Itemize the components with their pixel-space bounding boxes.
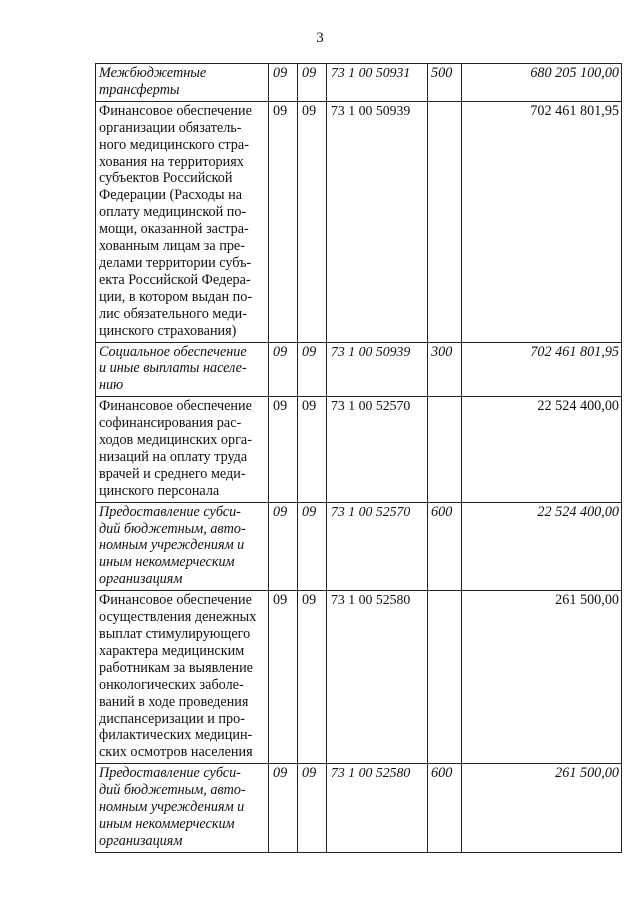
table-row bbox=[96, 591, 622, 764]
item-name-line: Финансовое обеспечение bbox=[99, 592, 252, 609]
page-number: 3 bbox=[316, 30, 324, 46]
target-article-cell: 73 1 00 52570 bbox=[327, 502, 428, 591]
target-article-cell: 73 1 00 52580 bbox=[327, 764, 428, 853]
item-name-line: низаций на оплату труда bbox=[99, 448, 248, 465]
amount-cell: 22 524 400,00 bbox=[462, 502, 622, 591]
expense-type-cell bbox=[428, 591, 462, 764]
item-name-line: номным учреждениям и bbox=[99, 537, 245, 554]
expense-type-cell: 600 bbox=[428, 502, 462, 591]
item-name-cell bbox=[96, 342, 269, 397]
item-name-line: осуществления денежных bbox=[99, 609, 257, 626]
item-name-line: иным некоммерческим bbox=[99, 554, 235, 571]
item-name-line: организациям bbox=[99, 571, 183, 588]
expense-type-cell: 600 bbox=[428, 764, 462, 853]
item-name-line: Социальное обеспечение bbox=[99, 343, 247, 360]
amount-cell: 261 500,00 bbox=[462, 764, 622, 853]
amount-cell: 702 461 801,95 bbox=[462, 342, 622, 397]
section-code-cell: 09 bbox=[269, 397, 298, 502]
amount-cell: 261 500,00 bbox=[462, 591, 622, 764]
subsection-code-cell: 09 bbox=[298, 342, 327, 397]
item-name-line: работникам за выявление bbox=[99, 659, 253, 676]
item-name-line: и иные выплаты населе- bbox=[99, 360, 247, 377]
table-row bbox=[96, 64, 622, 102]
amount-cell: 702 461 801,95 bbox=[462, 101, 622, 342]
item-name-line: дий бюджетным, авто- bbox=[99, 782, 246, 799]
subsection-code-cell: 09 bbox=[298, 764, 327, 853]
item-name-cell bbox=[96, 101, 269, 342]
item-name-line: ваний в ходе проведения bbox=[99, 693, 249, 710]
section-code-cell: 09 bbox=[269, 101, 298, 342]
table-row bbox=[96, 397, 622, 502]
budget-table bbox=[95, 63, 622, 853]
item-name-line: филактических медицин- bbox=[99, 727, 253, 744]
item-name-line: диспансеризации и про- bbox=[99, 710, 245, 727]
item-name-line: Предоставление субси- bbox=[99, 503, 241, 520]
item-name-cell bbox=[96, 64, 269, 102]
expense-type-cell: 500 bbox=[428, 64, 462, 102]
section-code-cell: 09 bbox=[269, 502, 298, 591]
item-name-line: делами территории субъ- bbox=[99, 254, 252, 271]
item-name-line: ции, в котором выдан по- bbox=[99, 288, 253, 305]
item-name-line: организации обязатель- bbox=[99, 119, 242, 136]
item-name-line: екта Российской Федера- bbox=[99, 271, 251, 288]
item-name-line: характера медицинским bbox=[99, 642, 245, 659]
item-name-line: ских осмотров населения bbox=[99, 744, 253, 761]
item-name-line: нию bbox=[99, 377, 124, 394]
item-name-line: онкологических заболе- bbox=[99, 676, 244, 693]
item-name-line: врачей и среднего меди- bbox=[99, 465, 246, 482]
item-name-line: хования на территориях bbox=[99, 153, 244, 170]
section-code-cell: 09 bbox=[269, 342, 298, 397]
table-row bbox=[96, 502, 622, 591]
item-name-line: Финансовое обеспечение bbox=[99, 398, 252, 415]
item-name-line: субъектов Российской bbox=[99, 170, 233, 187]
item-name-line: ного медицинского стра- bbox=[99, 136, 249, 153]
item-name-cell bbox=[96, 502, 269, 591]
item-name-cell bbox=[96, 591, 269, 764]
item-name-line: Предоставление субси- bbox=[99, 765, 241, 782]
item-name-line: цинского персонала bbox=[99, 482, 220, 499]
subsection-code-cell: 09 bbox=[298, 101, 327, 342]
item-name-cell bbox=[96, 397, 269, 502]
target-article-cell: 73 1 00 50931 bbox=[327, 64, 428, 102]
subsection-code-cell: 09 bbox=[298, 64, 327, 102]
subsection-code-cell: 09 bbox=[298, 397, 327, 502]
item-name-line: номным учреждениям и bbox=[99, 799, 245, 816]
budget-table-body bbox=[96, 64, 622, 853]
item-name-line: софинансирования рас- bbox=[99, 415, 242, 432]
subsection-code-cell: 09 bbox=[298, 591, 327, 764]
table-row bbox=[96, 764, 622, 853]
item-name-line: мощи, оказанной застра- bbox=[99, 221, 249, 238]
item-name-line: Финансовое обеспечение bbox=[99, 102, 252, 119]
item-name-line: цинского страхования) bbox=[99, 322, 237, 339]
expense-type-cell: 300 bbox=[428, 342, 462, 397]
item-name-line: дий бюджетным, авто- bbox=[99, 520, 246, 537]
item-name-line: лис обязательного меди- bbox=[99, 305, 247, 322]
amount-cell: 680 205 100,00 bbox=[462, 64, 622, 102]
expense-type-cell bbox=[428, 397, 462, 502]
item-name-line: иным некоммерческим bbox=[99, 815, 235, 832]
subsection-code-cell: 09 bbox=[298, 502, 327, 591]
item-name-line: трансферты bbox=[99, 81, 180, 98]
expense-type-cell bbox=[428, 101, 462, 342]
item-name-line: ходов медицинских орга- bbox=[99, 432, 252, 449]
target-article-cell: 73 1 00 52580 bbox=[327, 591, 428, 764]
amount-cell: 22 524 400,00 bbox=[462, 397, 622, 502]
target-article-cell: 73 1 00 52570 bbox=[327, 397, 428, 502]
section-code-cell: 09 bbox=[269, 591, 298, 764]
target-article-cell: 73 1 00 50939 bbox=[327, 342, 428, 397]
table-row bbox=[96, 101, 622, 342]
item-name-cell bbox=[96, 764, 269, 853]
item-name-line: организациям bbox=[99, 832, 183, 849]
item-name-line: выплат стимулирующего bbox=[99, 626, 251, 642]
target-article-cell: 73 1 00 50939 bbox=[327, 101, 428, 342]
item-name-line: хованным лицам за пре- bbox=[99, 238, 245, 255]
section-code-cell: 09 bbox=[269, 64, 298, 102]
item-name-line: Межбюджетные bbox=[99, 65, 207, 81]
section-code-cell: 09 bbox=[269, 764, 298, 853]
table-row bbox=[96, 342, 622, 397]
item-name-line: Федерации (Расходы на bbox=[99, 187, 242, 204]
item-name-line: оплату медицинской по- bbox=[99, 204, 247, 221]
